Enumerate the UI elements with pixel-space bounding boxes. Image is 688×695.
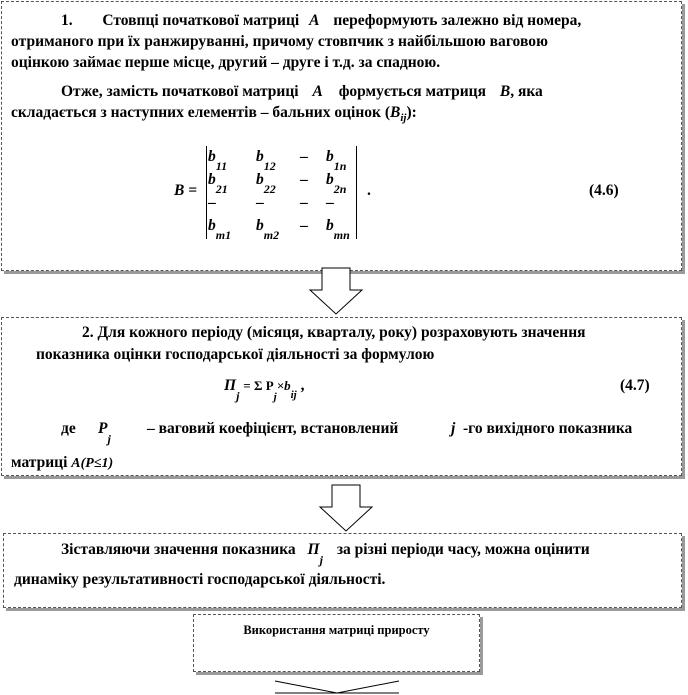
line3-text-b: – ваговий коефіцієнт, встановлений [147, 420, 399, 437]
step3-text-a: Зіставляючи значення показника [61, 541, 296, 558]
step1-line3: оцінкою займає перше місце, другий – друге і т.д. за спадною. [11, 54, 441, 71]
var-b: B [499, 83, 511, 100]
matrix-cell: $b_{mn}$ [326, 217, 350, 243]
step1-text-a: Стовпці початкової матриці [102, 12, 300, 29]
line3-p-sub: j [107, 432, 111, 447]
step2-line4 [11, 454, 113, 473]
formula-pi: П [224, 377, 237, 394]
para2-text-a: Отже, замість початкової матриці [61, 83, 299, 100]
formula-b-sub: ij [290, 389, 297, 402]
down-arrow-icon [306, 268, 366, 316]
para2-text-c: , яка [510, 83, 543, 100]
eq-number-4-7: (4.7) [620, 377, 650, 394]
step3-line2: динаміку результативності господарської діяльності. [14, 571, 386, 588]
matrix-cell: – [256, 194, 264, 211]
line4-condition: A(P≤1) [71, 456, 114, 471]
line3-p: P [98, 420, 108, 437]
step1-para2-line2 [11, 104, 417, 127]
matrix-cell: – [300, 194, 308, 211]
step1-para2-line1 [61, 83, 543, 101]
formula-comma: , [300, 377, 305, 394]
matrix-body [208, 146, 356, 243]
line3-text-c: -го вихідного показника [463, 420, 633, 437]
formula-times-b: ×b [276, 378, 291, 393]
formula-pi-sub: j [236, 389, 240, 404]
formula-sum: = Σ P [243, 378, 274, 393]
step2-line2: показника оцінки господарської діяльності за формулою [36, 346, 435, 363]
para2-line2-end: ): [406, 104, 417, 121]
line4-text: матриці [11, 454, 68, 471]
matrix-cell: – [300, 148, 308, 165]
step1-line1 [61, 12, 581, 30]
step4-label: Використання матриці приросту [243, 623, 430, 637]
step3-text-b: за різні періоди часу, можна оцінити [336, 541, 590, 558]
step2-line1: 2. Для кожного періоду (місяця, кварталу, року) розраховують значення [82, 324, 586, 341]
matrix-cell: – [326, 194, 334, 211]
matrix-cell: $b_{m2}$ [256, 217, 280, 243]
matrix-cell: $b_{21}$ [208, 171, 228, 197]
matrix-cell: $b_{22}$ [256, 171, 276, 197]
para2-text-b: формується матриця [338, 83, 486, 100]
line3-de: де [61, 420, 76, 437]
var-a2: A [312, 83, 323, 100]
matrix-cell: $b_{1n}$ [326, 148, 347, 174]
formula-p-sub: j [273, 391, 277, 404]
para2-line2-text: складається з наступних елементів – бальних оцінок ( [11, 104, 391, 121]
eq-number-4-6: (4.6) [589, 182, 619, 199]
matrix-cell: – [300, 217, 308, 234]
line3-j: j [451, 420, 456, 437]
var-a: A [309, 12, 320, 29]
step3-pi-sub: j [319, 553, 323, 568]
line3-pj [98, 420, 111, 447]
down-arrow-icon [316, 485, 376, 533]
matrix-cell: – [208, 194, 216, 211]
matrix-cell: – [300, 171, 308, 188]
step1-line2: отриманого при їх ранжируванні, причому стовпчик з найбільшою ваговою [11, 33, 548, 50]
matrix-cell: $b_{11}$ [208, 148, 228, 174]
matrix-cell: $b_{2n}$ [326, 171, 347, 197]
matrix-cell: $b_{m1}$ [208, 217, 232, 243]
step3-pi: П [307, 541, 320, 558]
step1-number: 1. [61, 12, 73, 29]
matrix-left-bar [206, 146, 207, 239]
matrix-lhs: B = [174, 182, 198, 199]
var-b-ij: B [390, 104, 401, 121]
sub-ij: ij [400, 112, 407, 125]
matrix-dot: . [367, 182, 371, 199]
step3-line1 [61, 541, 590, 568]
matrix-right-bar [356, 146, 357, 239]
formula-4-7 [224, 377, 305, 404]
matrix-cell: $b_{12}$ [256, 148, 276, 174]
step1-text-b: переформують залежно від номера, [333, 12, 582, 29]
